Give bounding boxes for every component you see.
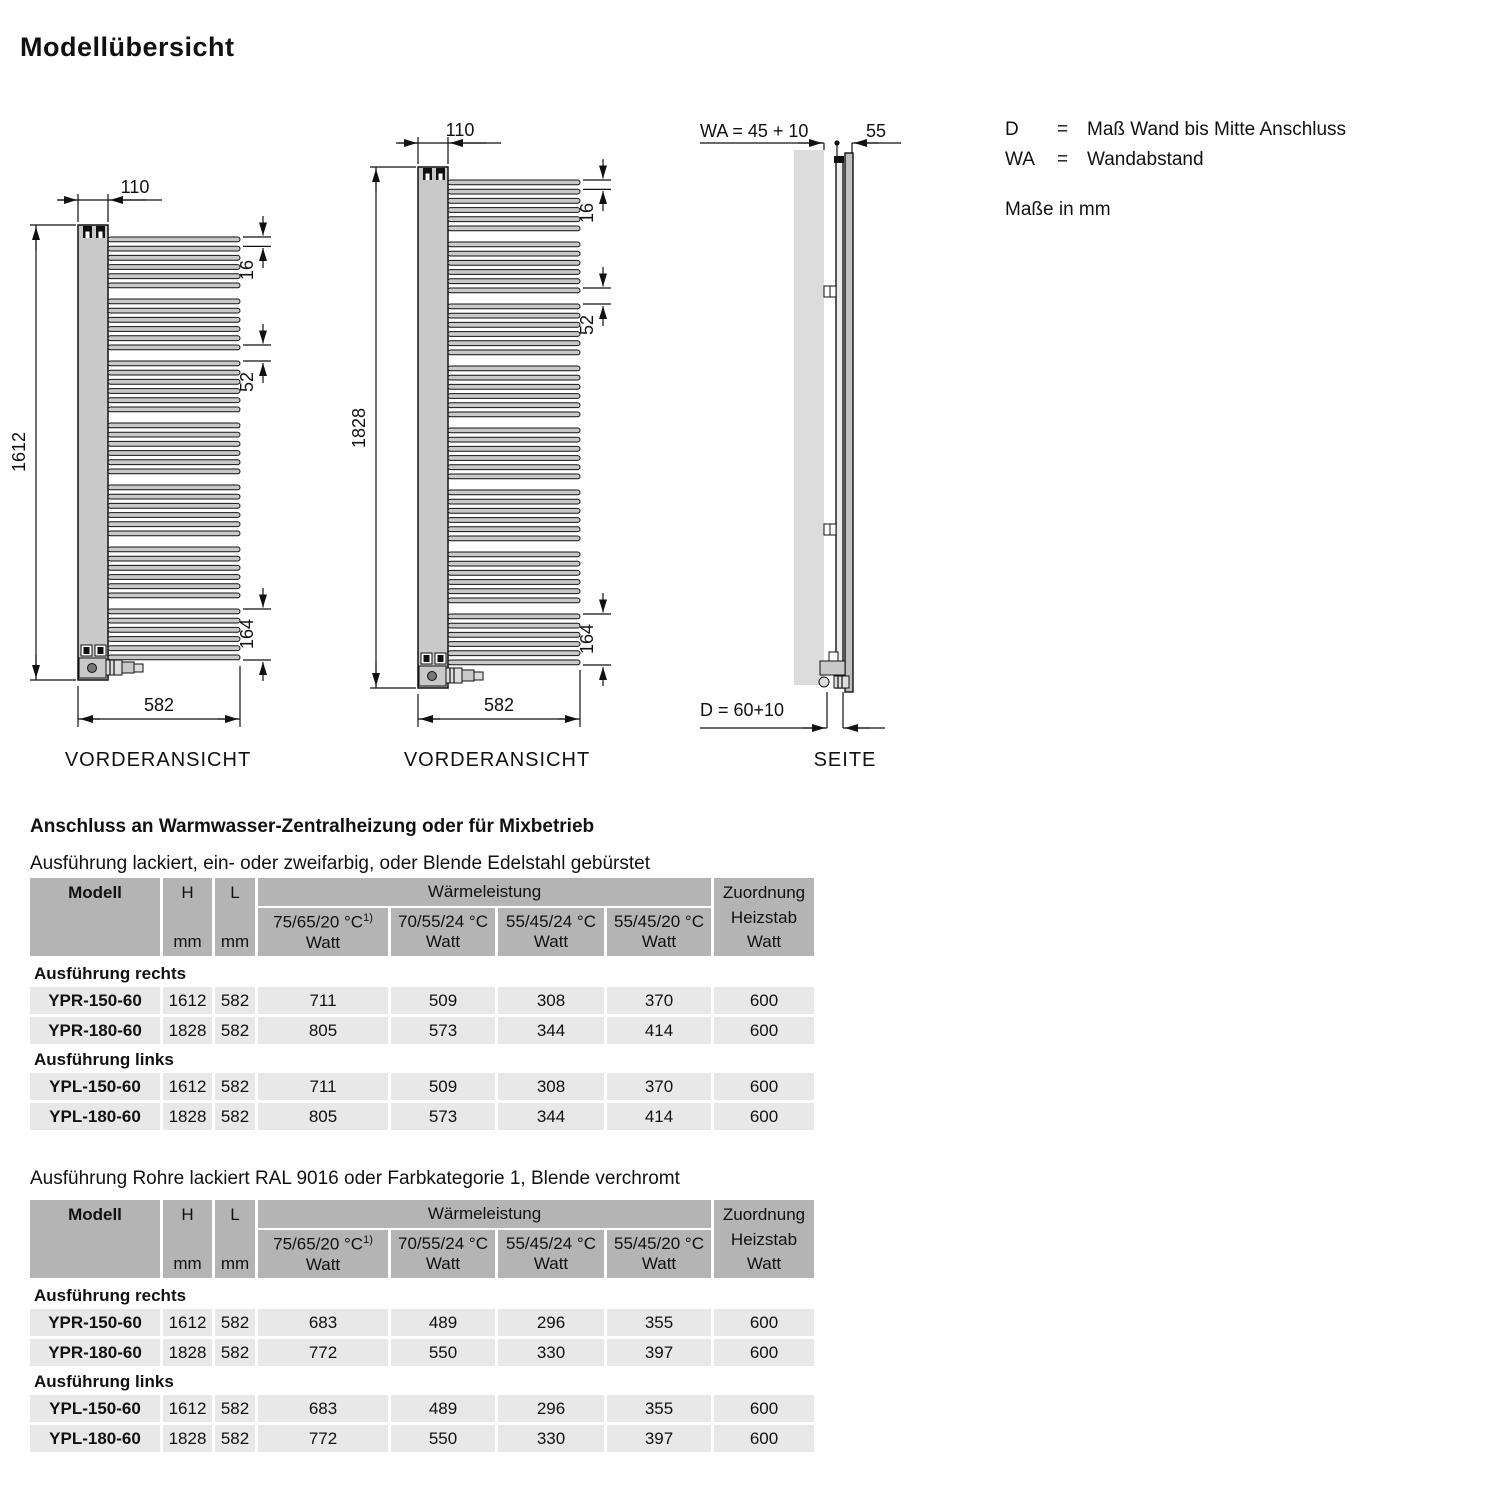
table-header — [30, 878, 820, 956]
legend-equals: = — [1057, 149, 1069, 170]
page-title: Modellübersicht — [20, 32, 235, 62]
dim-164: 164 — [577, 623, 597, 655]
dim-110: 110 — [120, 177, 150, 197]
valve-assembly-icon — [419, 653, 483, 686]
table-row: YPL-150-60 1612 582 683 489 296 355 600 — [30, 1395, 820, 1422]
table-row: YPR-150-60 1612 582 683 489 296 355 600 — [30, 1309, 820, 1336]
col-header-l: L mm — [215, 878, 255, 956]
col-header-h: H mm — [163, 878, 212, 956]
col-header-temp-1: 75/65/20 $^\circ C^{1)}$ Watt — [258, 908, 388, 956]
dim-1828: 1828 — [349, 407, 369, 449]
group-label-links: Ausführung links — [34, 1372, 174, 1391]
group-label-links: Ausführung links — [34, 1050, 174, 1069]
variant-note: Ausführung lackiert, ein- oder zweifarbig, oder Blende Edelstahl gebürstet — [30, 853, 650, 874]
variant-note: Ausführung Rohre lackiert RAL 9016 oder Farbkategorie 1, Blende verchromt — [30, 1168, 680, 1189]
table-row: YPR-150-60 1612 582 711 509 308 370 600 — [30, 987, 820, 1014]
legend-term: D — [1005, 119, 1019, 140]
legend-row-wa — [1005, 148, 1346, 178]
dim-d: D = 60+10 — [700, 700, 785, 720]
dim-16: 16 — [577, 202, 597, 224]
legend-equals: = — [1057, 119, 1069, 140]
col-header-temp-2: 70/55/24 °C Watt — [391, 1230, 495, 1278]
dim-55: 55 — [865, 121, 887, 141]
front-view-180-drawing — [349, 120, 611, 771]
col-header-temp-3: 55/45/24 °C Watt — [498, 908, 604, 956]
dim-1612: 1612 — [9, 431, 29, 473]
col-header-waermeleistung: Wärmeleistung — [258, 1200, 711, 1230]
dim-16: 16 — [237, 259, 257, 281]
dim-52: 52 — [577, 314, 597, 336]
top-hook-icon — [834, 156, 844, 163]
front-view-150-drawing — [9, 177, 271, 771]
legend-row-d — [1005, 118, 1346, 148]
legend-definition: Maß Wand bis Mitte Anschluss — [1087, 119, 1347, 140]
col-header-temp-3: 55/45/24 °C Watt — [498, 1230, 604, 1278]
group-label-rechts: Ausführung rechts — [34, 964, 187, 983]
front-view-180-caption: VORDERANSICHT — [403, 749, 591, 771]
col-header-waermeleistung: Wärmeleistung — [258, 878, 711, 908]
technical-drawings — [0, 0, 1000, 790]
table-ral — [30, 1200, 820, 1452]
table-row: YPL-180-60 1828 582 772 550 330 397 600 — [30, 1425, 820, 1452]
col-header-h: H mm — [163, 1200, 212, 1278]
dim-52: 52 — [237, 371, 257, 393]
col-header-modell: Modell — [30, 878, 160, 956]
col-header-modell: Modell — [30, 1200, 160, 1278]
col-header-l: L mm — [215, 1200, 255, 1278]
col-header-zuordnung: Zuordnung Heizstab Watt — [714, 878, 814, 956]
tube-profile — [836, 162, 843, 688]
side-view-caption: SEITE — [813, 749, 877, 771]
table-header — [30, 1200, 820, 1278]
collector-column — [78, 225, 108, 680]
dim-wa: WA = 45 + 10 — [700, 121, 809, 141]
wall-bracket-icon — [824, 286, 836, 297]
front-view-150-caption: VORDERANSICHT — [64, 749, 252, 771]
collector-column — [418, 167, 448, 688]
table-warmwasser — [30, 878, 820, 1130]
col-header-temp-4: 55/45/20 °C Watt — [607, 1230, 711, 1278]
legend — [1005, 118, 1346, 222]
tube-rows — [108, 237, 240, 660]
table-row: YPR-180-60 1828 582 772 550 330 397 600 — [30, 1339, 820, 1366]
wall — [794, 150, 824, 685]
group-label-rechts: Ausführung rechts — [34, 1286, 187, 1305]
table-row: YPR-180-60 1828 582 805 573 344 414 600 — [30, 1017, 820, 1044]
front-panel — [845, 153, 853, 692]
section-heading: Anschluss an Warmwasser-Zentralheizung oder für Mixbetrieb — [30, 816, 595, 837]
table-row: YPL-180-60 1828 582 805 573 344 414 600 — [30, 1103, 820, 1130]
dim-reference-dot — [834, 140, 839, 145]
dim-582: 582 — [483, 695, 515, 715]
col-header-temp-2: 70/55/24 °C Watt — [391, 908, 495, 956]
table-row: YPL-150-60 1612 582 711 509 308 370 600 — [30, 1073, 820, 1100]
wall-bracket-icon — [824, 524, 836, 535]
dim-164: 164 — [237, 618, 257, 650]
col-header-temp-4: 55/45/20 °C Watt — [607, 908, 711, 956]
legend-definition: Wandabstand — [1087, 149, 1204, 170]
units-note: Maße in mm — [1005, 199, 1111, 220]
dim-110: 110 — [445, 120, 475, 140]
legend-term: WA — [1005, 149, 1035, 170]
col-header-temp-1: 75/65/20 $^\circ C^{1)}$ Watt — [258, 1230, 388, 1278]
dim-582: 582 — [143, 695, 175, 715]
tube-rows — [448, 180, 580, 665]
side-view-drawing — [700, 121, 901, 771]
col-header-zuordnung: Zuordnung Heizstab Watt — [714, 1200, 814, 1278]
